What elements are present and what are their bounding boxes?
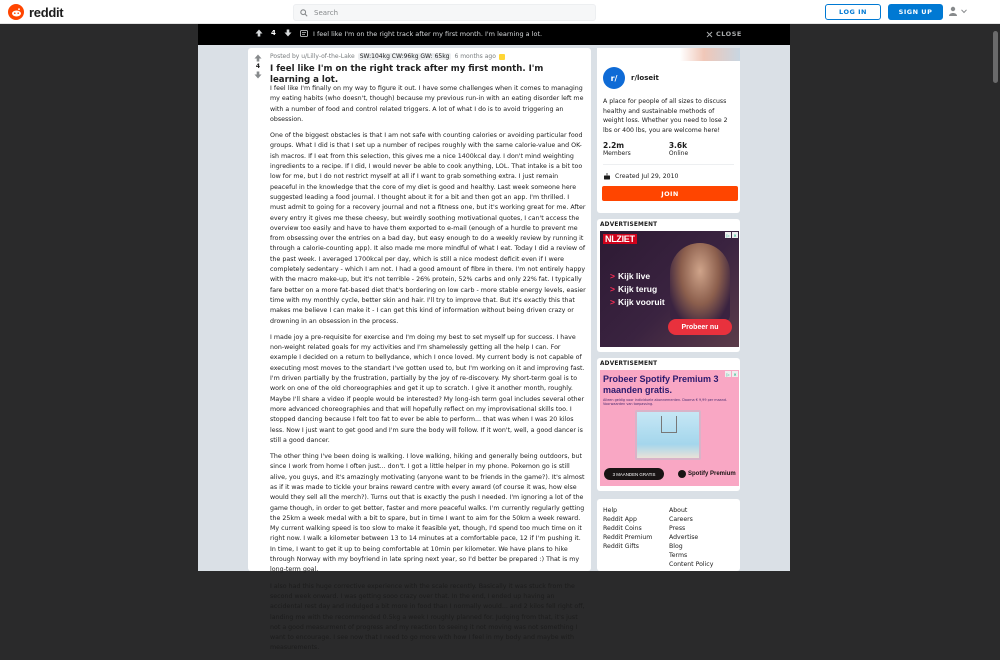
post-time[interactable]: 6 months ago bbox=[454, 53, 496, 60]
members-count: 2.2m bbox=[603, 141, 625, 150]
spotify-ad[interactable] bbox=[600, 370, 739, 486]
footer-link[interactable]: Content Policy bbox=[669, 561, 714, 568]
header-post-title bbox=[300, 30, 542, 38]
footer-links-col bbox=[603, 506, 669, 569]
online-label: Online bbox=[668, 150, 689, 157]
community-name[interactable]: r/loseit bbox=[631, 74, 659, 82]
scrollbar-thumb[interactable] bbox=[993, 31, 998, 83]
post-paragraph: One of the biggest obstacles is that I am not safe with counting calories or avoiding particular food groups. What I did is that I set up a number of recipes roughly with the same calorie-value and OK-ish macros. If I eat from this selection, this gives me a nice 1400kcal day. I don't mind weighting ingredients to a recipe. If I did, I would never be able to cook anything, LOL. That intake is a bit too low for me, but I do not restrict myself at all if I want to grab something extra. I just remain peaceful in the knowledge that the core of my diet is good and healthy. Last week someone here suggested leading a food journal. I thought about it for a bit and then got an app. I'm thrilled. I must admit to going for a recovery journal and not a fitness one, but it's working great for me. After every entry it gives me these cheesy, but weirdly soothing motivational quotes, I can't access the overview too easily and have to have them exported to e-mail (enough of a hurdle to prevent me from obsessing over the entries on a bad day, but easy enough to do a weekly review by running it through a calorie-counting app). It also made me more mindful of what I eat. Today I did a review of the past week. I averaged 1700kcal per day, which is still a nice modest deficit even if I were completely sedentary - which I am not. I had a good amount of fibre in there. I'm not entirely happy with the macro make-up, but it's not terrible - 26% protein, 52% carbs and only 22% fat. I typically fare better on a more fat-based diet that's bordering on low carb - more stable energy levels, easier time with my monthly cycle, better skin and hair. I'll try to improve that. But it's exactly this that makes me believe I can make it - I can get this kind of information without being driven crazy or drowning in an obsession in the process. bbox=[270, 132, 586, 325]
post-overlay-header bbox=[198, 24, 790, 45]
claw-machine-illustration bbox=[635, 410, 701, 460]
footer-link[interactable]: Help bbox=[603, 507, 618, 514]
adchoices-icon: ▷ bbox=[726, 371, 730, 377]
close-icon: ✕ bbox=[733, 232, 737, 238]
ad-line: > Kijk vooruit bbox=[610, 297, 665, 307]
page-scrollbar[interactable] bbox=[990, 24, 1000, 571]
footer-link[interactable]: Blog bbox=[669, 543, 683, 550]
join-button[interactable]: JOIN bbox=[602, 186, 738, 201]
post-author[interactable]: Posted by u/Lilly-of-the-Lake bbox=[270, 53, 355, 60]
ad-portrait bbox=[670, 243, 730, 323]
user-menu-dropdown[interactable] bbox=[948, 6, 967, 16]
footer-link[interactable]: Careers bbox=[669, 516, 693, 523]
advertisement-label: ADVERTISEMENT bbox=[600, 222, 658, 228]
community-info-card bbox=[597, 48, 740, 213]
post-body bbox=[270, 84, 586, 660]
ad-line: > Kijk live bbox=[610, 271, 651, 281]
online-count: 3.6k bbox=[668, 141, 688, 150]
ad-choices[interactable] bbox=[725, 371, 738, 377]
close-label: CLOSE bbox=[716, 30, 742, 38]
log-in-button[interactable]: LOG IN bbox=[825, 4, 881, 20]
footer-link[interactable]: Reddit Coins bbox=[603, 525, 642, 532]
ad-cta-button[interactable]: 3 MAANDEN GRATIS bbox=[604, 468, 664, 480]
advertisement-card bbox=[597, 358, 740, 491]
header-score: 4 bbox=[271, 29, 276, 37]
header-vote-controls bbox=[255, 29, 292, 37]
post-meta bbox=[270, 53, 505, 60]
adchoices-icon: ▷ bbox=[726, 232, 730, 238]
sign-up-button[interactable]: SIGN UP bbox=[888, 4, 943, 20]
close-post-button[interactable] bbox=[706, 30, 742, 38]
community-header bbox=[597, 61, 740, 89]
close-icon bbox=[706, 31, 713, 38]
reddit-logo[interactable] bbox=[8, 4, 63, 20]
text-post-icon bbox=[300, 30, 308, 38]
top-navigation-bar bbox=[0, 0, 1000, 24]
post-paragraph: I also had this huge corrective experience with the scale recently. Basically it was stuck from the second week onward. I was getting sooo crazy over that. In the end, I ended up having an accidental rest day and indulged a bit more in food than I normally would... and 2 kilos fell right off, landing me with the recommended 0.5kg a week I roughly planned for. Judging from that, it's just not a good measurment of progress and my reaction to seeing it not moving was not something I want to encourage. I see now that I need to go more with how I feel in my body and maybe with measurements. bbox=[270, 582, 585, 652]
ad-fine-print: Alleen geldig voor individuele abonnementen. Daarna € 9,99 per maand. Voorwaarden van toepassing. bbox=[603, 398, 728, 407]
search-bar[interactable] bbox=[293, 4, 596, 21]
ad-cta-button[interactable]: Probeer nu bbox=[668, 319, 732, 335]
footer-link[interactable]: Reddit Premium bbox=[603, 534, 653, 541]
post-paragraph: The other thing I've been doing is walking. I love walking, hiking and generally being outdoors, but since I work from home I often just... don't. I got a little helper in my phone. Pokemon go is still alive, you guys, and it's amazingly motivating (anyone want to be friends in the game?). It's almost as if it was made to tickle your brains reward centre with every award (of course it was, how else would they sell all the merch?). Turns out that is exactly the push I needed. I'm ignoring a lot of the game though, in order to get better, faster and more peaceful walks. I'm currently regularly getting the 25km a week medal with a bit to spare, but in time I want to aim for the 50km a week reward. My current walking speed is too slow to make it feasible yet, though, I'd spend too much time on it right now. I walk a kilometer between 13 to 14 minutes at a comfortable pace, 12 if I'm pushing it. In time, I want to get it up to being comfortable at 10min per kilometer. We have plans to hike through Norway with my boyfriend in late spring next year, so I'd better be prepared :) That is my long-term goal. bbox=[270, 453, 585, 574]
footer-link[interactable]: Advertise bbox=[669, 534, 699, 541]
reddit-wordmark: reddit bbox=[29, 4, 64, 20]
upvote-icon[interactable] bbox=[255, 29, 263, 37]
header-post-title-text: I feel like I'm on the right track after my first month. I'm learning a lot. bbox=[313, 30, 543, 38]
nlziet-ad[interactable] bbox=[600, 231, 739, 347]
footer-link[interactable]: Reddit Gifts bbox=[603, 543, 640, 550]
award-icon bbox=[499, 54, 505, 60]
upvote-icon[interactable] bbox=[254, 54, 262, 62]
advertisement-card bbox=[597, 219, 740, 352]
members-label: Members bbox=[603, 150, 631, 157]
post-vote-controls bbox=[251, 54, 265, 79]
post-paragraph: I made joy a pre-requisite for exercise and I'm doing my best to set myself up for success. I have non-weight related goals for my activities and I'm shamelessly getting all the help I can. For example I decided on a return to bellydance, which I once loved. My current body is not capable of executing most moves to the standart I've gotten used to, but I'm working on it and improving fast. I'm driven partially by the frustration, partially by the joy of re-discovery. My short-term goal is to work on one of the old choreographies and get it up to scratch. I give it another month, roughly. Maybe I'll share a video if people would be interested? My long-ish term goal includes several other more advanced choreographies and that will hopefully reflect on my improvisational skills too. I stopped dancing because I felt too fat to ever be able to perform... that was when I was 20 kilos less. Now I just want to get good and I'm sure the body will follow. If it won't, well, a good dancer is still a good dancer. bbox=[270, 333, 585, 444]
footer-link[interactable]: About bbox=[669, 507, 688, 514]
downvote-icon[interactable] bbox=[254, 71, 262, 79]
created-date: Created Jul 29, 2010 bbox=[615, 172, 679, 180]
footer-link[interactable]: Terms bbox=[669, 552, 688, 559]
footer-link[interactable]: Press bbox=[669, 525, 686, 532]
search-input[interactable] bbox=[314, 9, 574, 17]
community-avatar[interactable]: r/ bbox=[603, 67, 625, 89]
user-flair: SW:104kg CW:96kg GW: 65kg bbox=[359, 53, 450, 60]
chevron-down-icon bbox=[961, 8, 967, 14]
ad-line: > Kijk terug bbox=[610, 284, 658, 294]
ad-headline: Probeer Spotify Premium 3 maanden gratis. bbox=[603, 374, 719, 395]
community-banner bbox=[597, 48, 740, 61]
community-description: A place for people of all sizes to discuss healthy and sustainable methods of weight loss. Whether you need to lose 2 lbs or 400 lbs, you are welcome here! bbox=[603, 98, 728, 134]
footer-links-card bbox=[597, 499, 740, 571]
post-title: I feel like I'm on the right track after my first month. I'm learning a lot. bbox=[270, 64, 544, 85]
advertisement-label: ADVERTISEMENT bbox=[600, 361, 658, 367]
community-created bbox=[597, 165, 740, 180]
post-card bbox=[248, 48, 591, 652]
spotify-icon bbox=[678, 470, 686, 478]
cake-icon bbox=[603, 172, 611, 180]
ad-choices[interactable] bbox=[725, 232, 738, 238]
downvote-icon[interactable] bbox=[284, 29, 292, 37]
close-icon: ✕ bbox=[733, 371, 737, 377]
user-icon bbox=[948, 6, 958, 16]
post-score: 4 bbox=[255, 63, 261, 70]
footer-links-col bbox=[669, 506, 735, 569]
search-icon bbox=[300, 9, 308, 17]
spotify-logo: Spotify Premium bbox=[678, 470, 736, 478]
footer-links-grid bbox=[603, 506, 734, 569]
community-stats bbox=[597, 135, 740, 157]
post-paragraph: I feel like I'm finally on my way to figure it out. I have some challenges when it comes to managing my eating habits (who doesn't, though) because my previous run-in with an eating disorder left me with a number of food and control related triggers. A lot of what I do is to avoid triggering an obsession. bbox=[270, 85, 584, 123]
reddit-snoo-icon bbox=[8, 4, 24, 20]
footer-link[interactable]: Reddit App bbox=[603, 516, 637, 523]
nlziet-logo: NLZIET bbox=[605, 234, 635, 244]
